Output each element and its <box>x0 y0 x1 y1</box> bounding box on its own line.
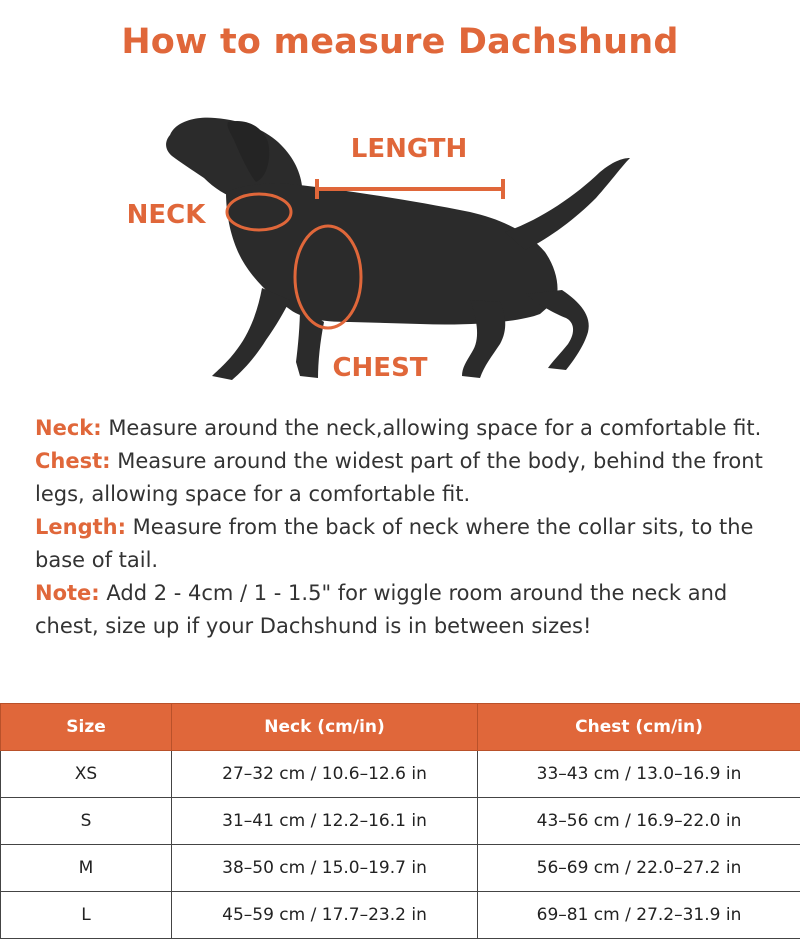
neck-label: NECK <box>127 200 207 230</box>
neck-cell: 38–50 cm / 15.0–19.7 in <box>172 845 478 892</box>
size-cell: M <box>1 845 172 892</box>
header-chest: Chest (cm/in) <box>478 704 800 751</box>
neck-cell: 45–59 cm / 17.7–23.2 in <box>172 892 478 939</box>
table-row <box>1 751 800 798</box>
instruction-neck: Neck: Measure around the neck,allowing space for a comfortable fit. <box>35 412 775 445</box>
table-row <box>1 892 800 939</box>
table-row <box>1 845 800 892</box>
dachshund-measurement-diagram <box>0 100 800 400</box>
instruction-note: Note: Add 2 - 4cm / 1 - 1.5" for wiggle room around the neck and chest, size up if your Dachshund is in between sizes! <box>35 577 775 643</box>
size-cell: S <box>1 798 172 845</box>
chest-label: CHEST <box>332 353 427 383</box>
header-neck: Neck (cm/in) <box>172 704 478 751</box>
chest-cell: 69–81 cm / 27.2–31.9 in <box>478 892 800 939</box>
neck-cell: 31–41 cm / 12.2–16.1 in <box>172 798 478 845</box>
table-row <box>1 798 800 845</box>
table-header-row <box>1 704 800 751</box>
instruction-length: Length: Measure from the back of neck where the collar sits, to the base of tail. <box>35 511 775 577</box>
instruction-chest: Chest: Measure around the widest part of the body, behind the front legs, allowing space for a comfortable fit. <box>35 445 775 511</box>
chest-cell: 56–69 cm / 22.0–27.2 in <box>478 845 800 892</box>
chest-cell: 43–56 cm / 16.9–22.0 in <box>478 798 800 845</box>
neck-cell: 27–32 cm / 10.6–12.6 in <box>172 751 478 798</box>
measurement-instructions <box>35 412 775 643</box>
size-cell: XS <box>1 751 172 798</box>
length-label: LENGTH <box>351 134 467 164</box>
chest-cell: 33–43 cm / 13.0–16.9 in <box>478 751 800 798</box>
size-chart-table <box>0 703 800 939</box>
header-size: Size <box>1 704 172 751</box>
page-title: How to measure Dachshund <box>0 22 800 62</box>
size-cell: L <box>1 892 172 939</box>
